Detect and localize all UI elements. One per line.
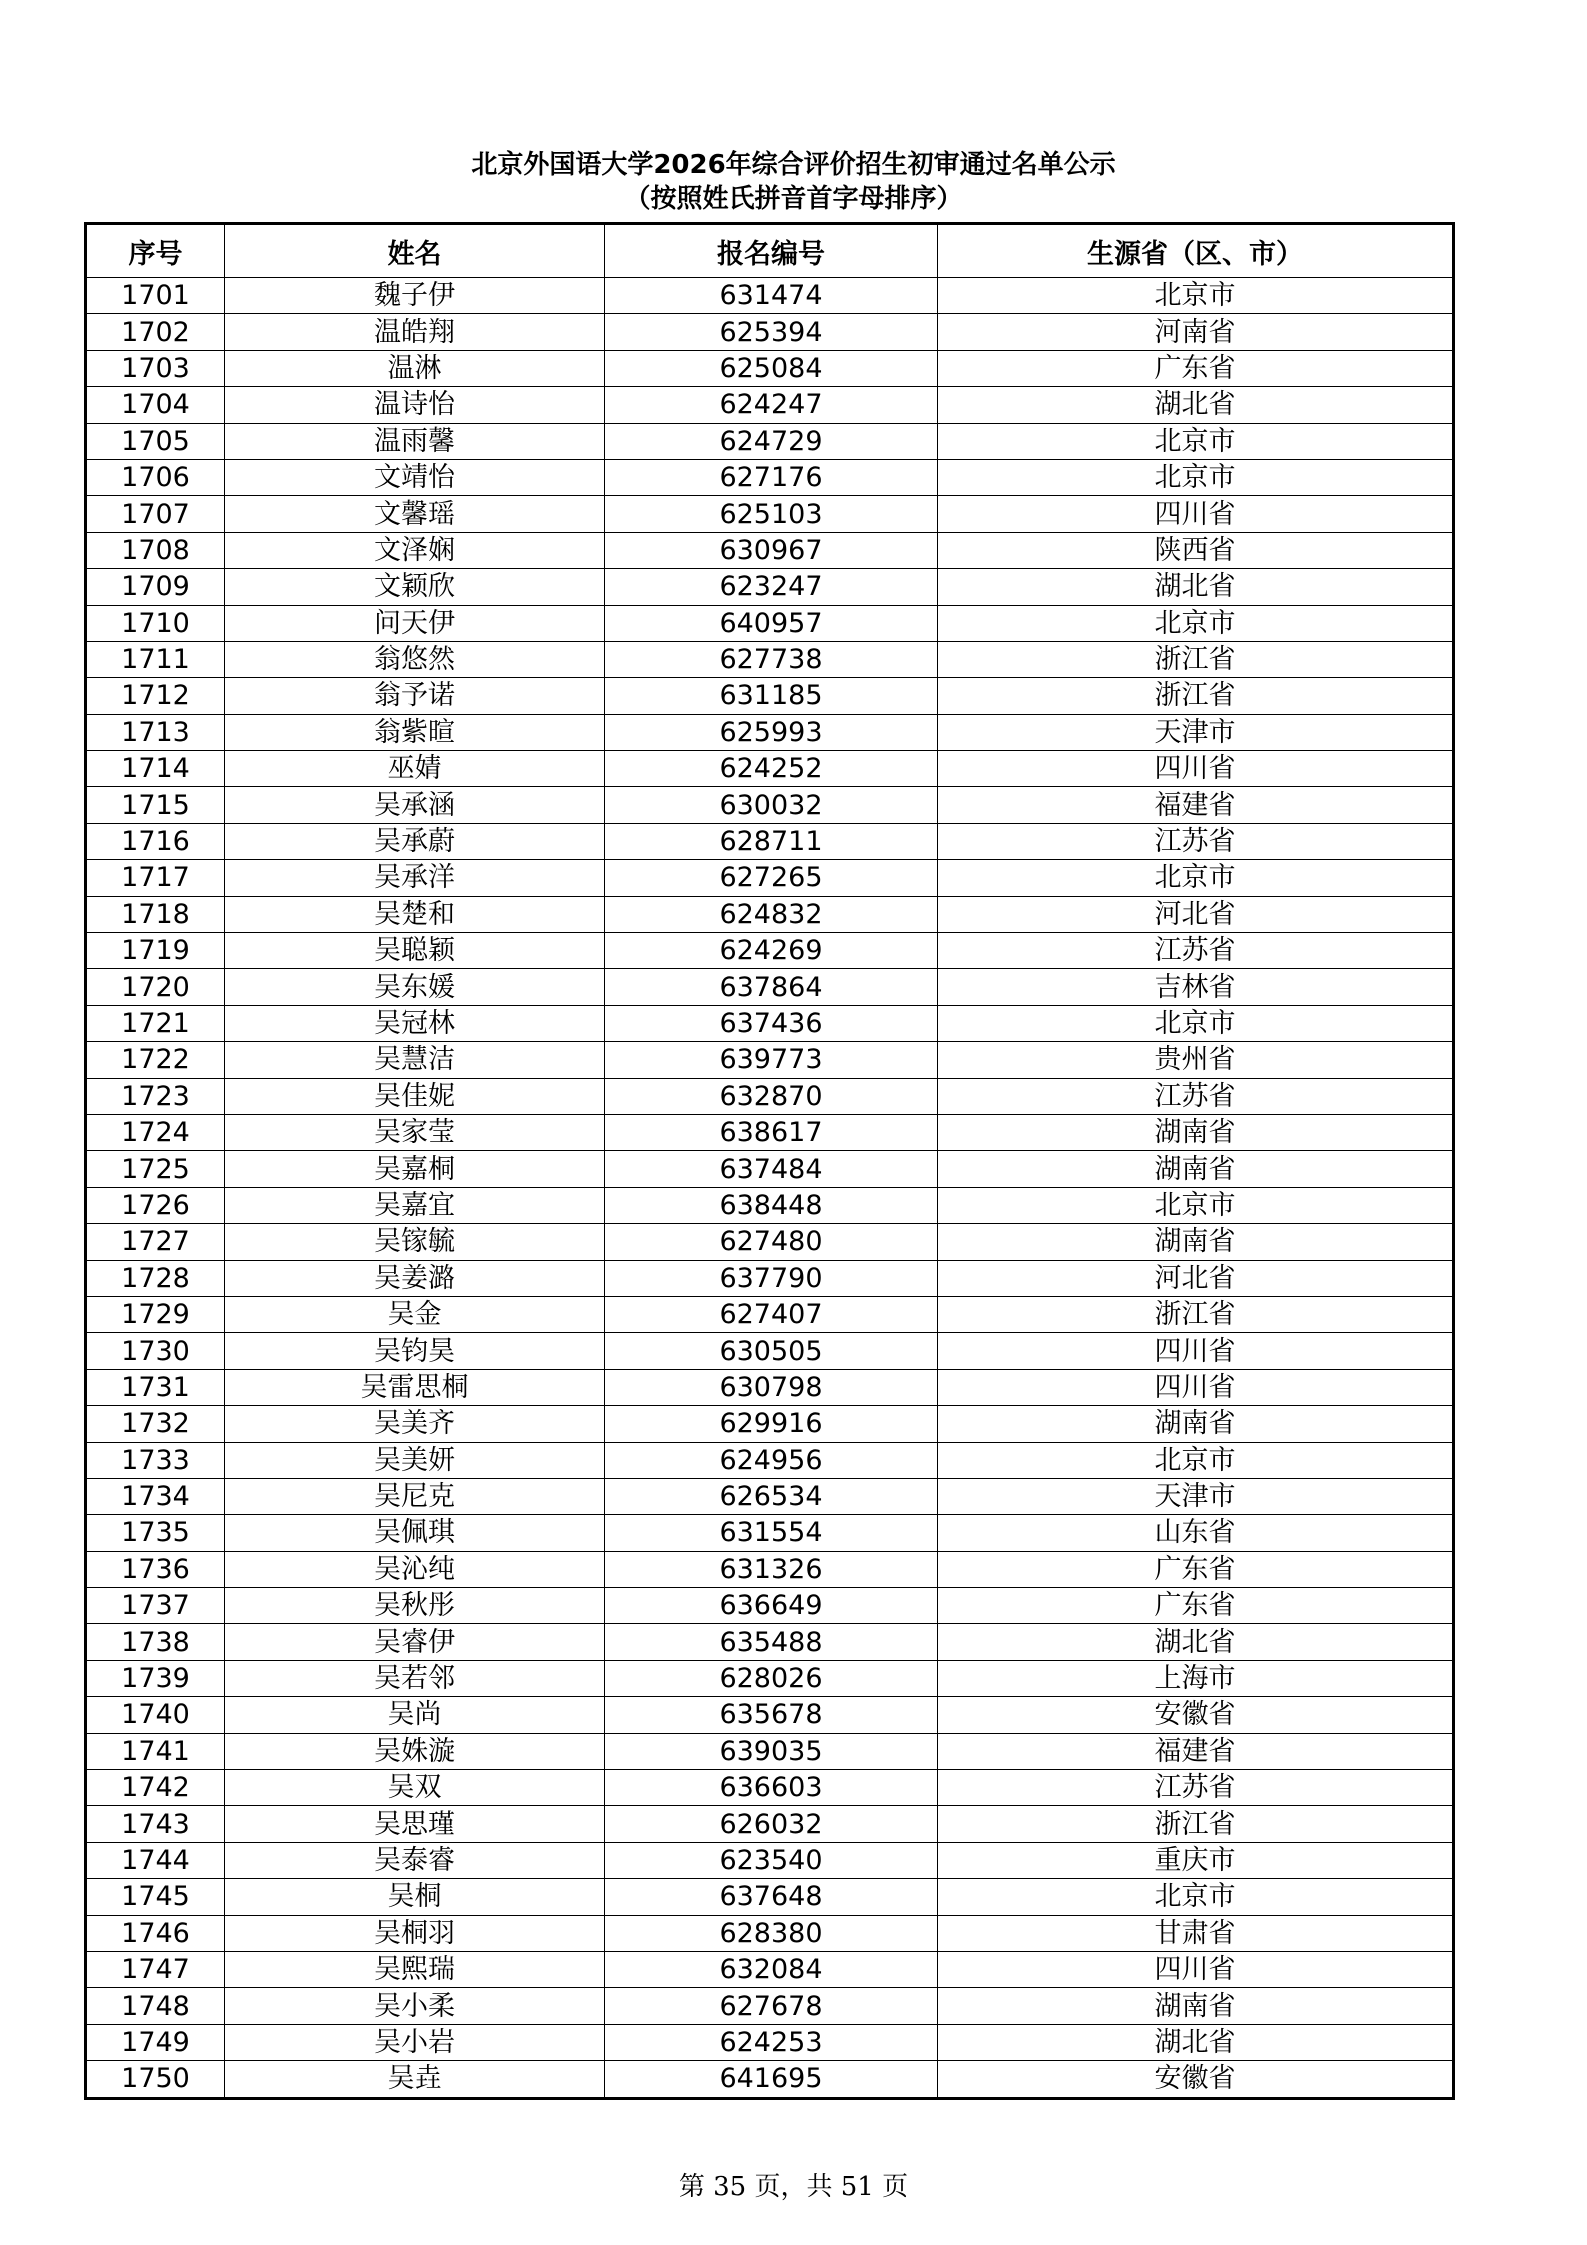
cell-registration-number: 627480 [605,1224,938,1260]
cell-index: 1711 [86,641,225,677]
cell-name: 吴楚和 [225,896,605,932]
cell-index: 1735 [86,1515,225,1551]
cell-province: 湖北省 [938,387,1454,423]
cell-index: 1704 [86,387,225,423]
cell-name: 吴聪颖 [225,933,605,969]
cell-name: 吴垚 [225,2061,605,2098]
table-row [86,1224,1454,1260]
cell-province: 广东省 [938,1551,1454,1587]
table-row [86,1842,1454,1878]
cell-name: 吴秋彤 [225,1588,605,1624]
cell-registration-number: 635488 [605,1624,938,1660]
cell-registration-number: 635678 [605,1697,938,1733]
table-row [86,1660,1454,1696]
table-row [86,1333,1454,1369]
cell-province: 浙江省 [938,1296,1454,1332]
cell-registration-number: 632870 [605,1078,938,1114]
cell-index: 1748 [86,1988,225,2024]
cell-index: 1717 [86,860,225,896]
table-row [86,423,1454,459]
table-row [86,350,1454,386]
cell-name: 翁悠然 [225,641,605,677]
cell-name: 翁紫暄 [225,714,605,750]
cell-index: 1737 [86,1588,225,1624]
cell-index: 1710 [86,605,225,641]
cell-registration-number: 628711 [605,823,938,859]
cell-registration-number: 626534 [605,1478,938,1514]
cell-index: 1706 [86,459,225,495]
cell-province: 北京市 [938,860,1454,896]
cell-index: 1729 [86,1296,225,1332]
cell-name: 温皓翔 [225,314,605,350]
cell-index: 1721 [86,1005,225,1041]
cell-registration-number: 625394 [605,314,938,350]
cell-name: 吴雷思桐 [225,1369,605,1405]
cell-index: 1719 [86,933,225,969]
table-row [86,1515,1454,1551]
table-row [86,969,1454,1005]
table-row [86,1005,1454,1041]
table-header-row [86,224,1454,278]
cell-registration-number: 631185 [605,678,938,714]
cell-name: 温诗怡 [225,387,605,423]
cell-province: 福建省 [938,1733,1454,1769]
cell-registration-number: 631474 [605,278,938,314]
cell-province: 江苏省 [938,1078,1454,1114]
cell-province: 北京市 [938,1187,1454,1223]
cell-province: 湖南省 [938,1406,1454,1442]
cell-index: 1731 [86,1369,225,1405]
cell-name: 吴佳妮 [225,1078,605,1114]
cell-registration-number: 637648 [605,1879,938,1915]
table-row [86,1951,1454,1987]
cell-index: 1747 [86,1951,225,1987]
table-row [86,459,1454,495]
cell-name: 吴桐 [225,1879,605,1915]
cell-index: 1734 [86,1478,225,1514]
cell-name: 吴承洋 [225,860,605,896]
table-row [86,751,1454,787]
cell-index: 1746 [86,1915,225,1951]
cell-registration-number: 638617 [605,1114,938,1150]
cell-registration-number: 637484 [605,1151,938,1187]
cell-registration-number: 627265 [605,860,938,896]
cell-registration-number: 632084 [605,1951,938,1987]
cell-name: 温淋 [225,350,605,386]
table-row [86,532,1454,568]
cell-name: 问天伊 [225,605,605,641]
cell-name: 文馨瑶 [225,496,605,532]
cell-name: 巫婧 [225,751,605,787]
table-row [86,314,1454,350]
table-row [86,1042,1454,1078]
cell-index: 1707 [86,496,225,532]
cell-province: 北京市 [938,1879,1454,1915]
cell-index: 1718 [86,896,225,932]
table-row [86,1296,1454,1332]
cell-registration-number: 630505 [605,1333,938,1369]
cell-province: 北京市 [938,1442,1454,1478]
cell-province: 四川省 [938,496,1454,532]
cell-registration-number: 624729 [605,423,938,459]
cell-province: 河北省 [938,896,1454,932]
page-footer: 第 35 页，共 51 页 [678,2172,909,2202]
cell-index: 1740 [86,1697,225,1733]
table-row [86,1988,1454,2024]
cell-name: 吴姜潞 [225,1260,605,1296]
cell-index: 1728 [86,1260,225,1296]
cell-name: 吴钧昊 [225,1333,605,1369]
cell-index: 1727 [86,1224,225,1260]
cell-province: 湖南省 [938,1988,1454,2024]
cell-index: 1709 [86,569,225,605]
cell-province: 湖南省 [938,1151,1454,1187]
cell-index: 1745 [86,1879,225,1915]
cell-index: 1705 [86,423,225,459]
cell-name: 吴桐羽 [225,1915,605,1951]
cell-name: 吴熙瑞 [225,1951,605,1987]
column-header-name: 姓名 [225,224,605,278]
cell-province: 陕西省 [938,532,1454,568]
cell-registration-number: 625103 [605,496,938,532]
cell-index: 1703 [86,350,225,386]
table-body [86,278,1454,2099]
table-row [86,387,1454,423]
table-row [86,1624,1454,1660]
cell-province: 江苏省 [938,823,1454,859]
cell-index: 1720 [86,969,225,1005]
table-row [86,1406,1454,1442]
table-row [86,1187,1454,1223]
table-row [86,1770,1454,1806]
table-row [86,1551,1454,1587]
cell-province: 北京市 [938,278,1454,314]
cell-name: 吴双 [225,1770,605,1806]
cell-registration-number: 627407 [605,1296,938,1332]
cell-registration-number: 636649 [605,1588,938,1624]
cell-registration-number: 629916 [605,1406,938,1442]
cell-registration-number: 624956 [605,1442,938,1478]
cell-registration-number: 628380 [605,1915,938,1951]
cell-index: 1708 [86,532,225,568]
table-row [86,896,1454,932]
cell-index: 1725 [86,1151,225,1187]
cell-province: 北京市 [938,1005,1454,1041]
cell-index: 1702 [86,314,225,350]
cell-name: 吴东媛 [225,969,605,1005]
cell-name: 吴镓毓 [225,1224,605,1260]
column-header-index: 序号 [86,224,225,278]
cell-province: 四川省 [938,751,1454,787]
cell-province: 湖北省 [938,2024,1454,2060]
cell-province: 河南省 [938,314,1454,350]
cell-index: 1738 [86,1624,225,1660]
cell-province: 上海市 [938,1660,1454,1696]
cell-name: 文泽娴 [225,532,605,568]
cell-name: 吴尚 [225,1697,605,1733]
cell-index: 1739 [86,1660,225,1696]
table-row [86,2061,1454,2098]
table-row [86,714,1454,750]
cell-name: 吴家莹 [225,1114,605,1150]
cell-index: 1736 [86,1551,225,1587]
cell-province: 北京市 [938,423,1454,459]
cell-registration-number: 623540 [605,1842,938,1878]
table-row [86,1915,1454,1951]
cell-registration-number: 630798 [605,1369,938,1405]
cell-index: 1742 [86,1770,225,1806]
table-row [86,278,1454,314]
cell-province: 江苏省 [938,1770,1454,1806]
cell-index: 1716 [86,823,225,859]
cell-registration-number: 624269 [605,933,938,969]
cell-province: 安徽省 [938,1697,1454,1733]
cell-index: 1730 [86,1333,225,1369]
cell-registration-number: 626032 [605,1806,938,1842]
cell-name: 吴承涵 [225,787,605,823]
table-row [86,787,1454,823]
cell-province: 浙江省 [938,641,1454,677]
cell-province: 安徽省 [938,2061,1454,2098]
cell-registration-number: 636603 [605,1770,938,1806]
cell-registration-number: 631554 [605,1515,938,1551]
cell-province: 吉林省 [938,969,1454,1005]
table-row [86,1588,1454,1624]
table-row [86,496,1454,532]
cell-registration-number: 627738 [605,641,938,677]
cell-registration-number: 628026 [605,1660,938,1696]
cell-province: 湖北省 [938,569,1454,605]
cell-registration-number: 638448 [605,1187,938,1223]
cell-province: 湖南省 [938,1114,1454,1150]
cell-name: 吴慧洁 [225,1042,605,1078]
cell-name: 翁予诺 [225,678,605,714]
cell-name: 吴尼克 [225,1478,605,1514]
cell-registration-number: 639773 [605,1042,938,1078]
cell-province: 天津市 [938,1478,1454,1514]
cell-province: 北京市 [938,605,1454,641]
cell-registration-number: 624253 [605,2024,938,2060]
column-header-province: 生源省（区、市） [938,224,1454,278]
cell-index: 1726 [86,1187,225,1223]
cell-index: 1714 [86,751,225,787]
cell-name: 吴睿伊 [225,1624,605,1660]
cell-name: 文颖欣 [225,569,605,605]
cell-index: 1749 [86,2024,225,2060]
table-row [86,605,1454,641]
cell-index: 1741 [86,1733,225,1769]
cell-province: 河北省 [938,1260,1454,1296]
cell-name: 吴承蔚 [225,823,605,859]
cell-registration-number: 624247 [605,387,938,423]
cell-registration-number: 637790 [605,1260,938,1296]
table-row [86,569,1454,605]
cell-registration-number: 627678 [605,1988,938,2024]
table-row [86,823,1454,859]
table-row [86,1879,1454,1915]
cell-registration-number: 623247 [605,569,938,605]
cell-name: 吴泰睿 [225,1842,605,1878]
cell-province: 四川省 [938,1951,1454,1987]
table-row [86,1114,1454,1150]
cell-registration-number: 625993 [605,714,938,750]
cell-registration-number: 631326 [605,1551,938,1587]
cell-name: 吴美妍 [225,1442,605,1478]
cell-province: 甘肃省 [938,1915,1454,1951]
cell-province: 四川省 [938,1369,1454,1405]
cell-registration-number: 641695 [605,2061,938,2098]
cell-registration-number: 630967 [605,532,938,568]
document-title: 北京外国语大学2026年综合评价招生初审通过名单公示 [471,150,1116,180]
cell-registration-number: 640957 [605,605,938,641]
document-subtitle: （按照姓氏拼音首字母排序） [624,184,963,214]
cell-name: 吴小柔 [225,1988,605,2024]
cell-province: 湖南省 [938,1224,1454,1260]
cell-province: 浙江省 [938,1806,1454,1842]
cell-name: 吴沁纯 [225,1551,605,1587]
cell-index: 1713 [86,714,225,750]
cell-index: 1723 [86,1078,225,1114]
cell-index: 1744 [86,1842,225,1878]
cell-name: 温雨馨 [225,423,605,459]
cell-registration-number: 624832 [605,896,938,932]
cell-name: 吴嘉宜 [225,1187,605,1223]
cell-name: 吴嘉桐 [225,1151,605,1187]
table-row [86,2024,1454,2060]
cell-registration-number: 639035 [605,1733,938,1769]
cell-province: 重庆市 [938,1842,1454,1878]
cell-name: 吴佩琪 [225,1515,605,1551]
cell-province: 山东省 [938,1515,1454,1551]
cell-name: 文靖怡 [225,459,605,495]
admission-list-table [84,222,1455,2100]
cell-index: 1715 [86,787,225,823]
cell-name: 吴美齐 [225,1406,605,1442]
cell-name: 魏子伊 [225,278,605,314]
table-row [86,1733,1454,1769]
cell-province: 浙江省 [938,678,1454,714]
cell-registration-number: 627176 [605,459,938,495]
cell-index: 1722 [86,1042,225,1078]
table-row [86,641,1454,677]
cell-name: 吴金 [225,1296,605,1332]
cell-index: 1733 [86,1442,225,1478]
cell-index: 1743 [86,1806,225,1842]
cell-name: 吴姝漩 [225,1733,605,1769]
table-row [86,860,1454,896]
column-header-registration-number: 报名编号 [605,224,938,278]
table-row [86,1078,1454,1114]
cell-name: 吴冠林 [225,1005,605,1041]
table-row [86,1369,1454,1405]
table-row [86,1151,1454,1187]
cell-registration-number: 625084 [605,350,938,386]
table-row [86,1806,1454,1842]
cell-province: 北京市 [938,459,1454,495]
cell-province: 四川省 [938,1333,1454,1369]
table-row [86,933,1454,969]
cell-province: 江苏省 [938,933,1454,969]
cell-index: 1750 [86,2061,225,2098]
cell-province: 福建省 [938,787,1454,823]
cell-province: 贵州省 [938,1042,1454,1078]
table-row [86,1478,1454,1514]
table-row [86,1260,1454,1296]
cell-name: 吴若邻 [225,1660,605,1696]
cell-province: 广东省 [938,350,1454,386]
cell-index: 1712 [86,678,225,714]
cell-index: 1724 [86,1114,225,1150]
cell-name: 吴小岩 [225,2024,605,2060]
cell-registration-number: 624252 [605,751,938,787]
cell-registration-number: 637436 [605,1005,938,1041]
table-row [86,1697,1454,1733]
cell-province: 湖北省 [938,1624,1454,1660]
table-row [86,1442,1454,1478]
cell-name: 吴思瑾 [225,1806,605,1842]
cell-province: 广东省 [938,1588,1454,1624]
cell-province: 天津市 [938,714,1454,750]
table-row [86,678,1454,714]
cell-index: 1701 [86,278,225,314]
cell-registration-number: 630032 [605,787,938,823]
cell-index: 1732 [86,1406,225,1442]
cell-registration-number: 637864 [605,969,938,1005]
